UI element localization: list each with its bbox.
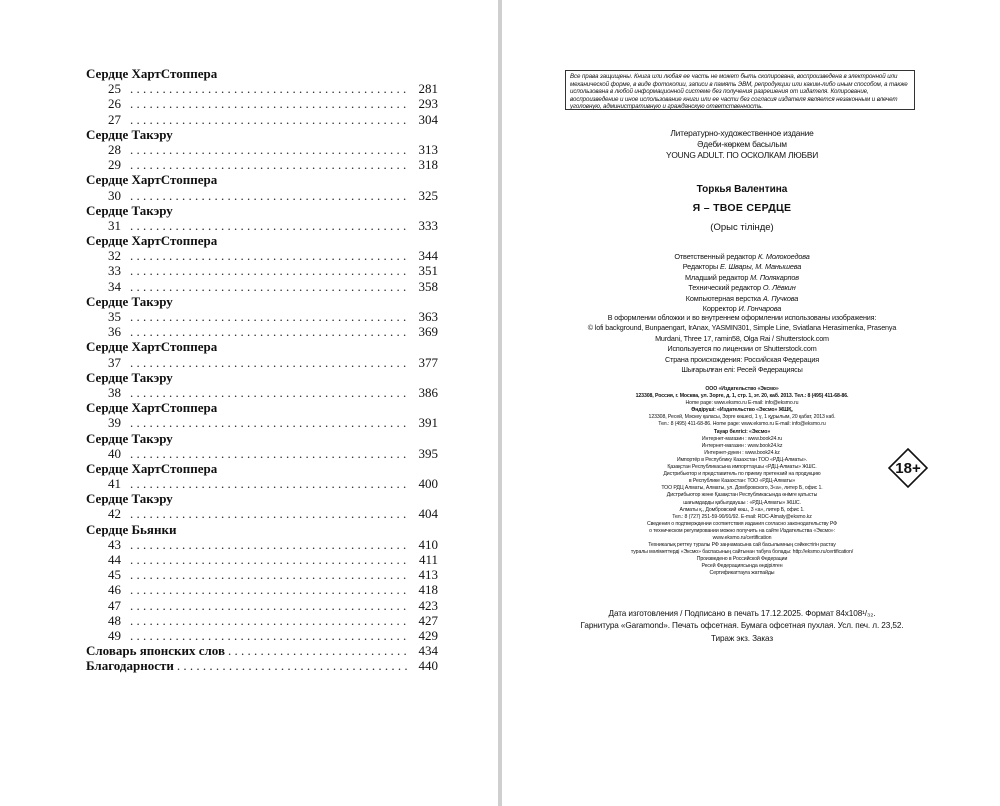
toc-leader-dots	[130, 188, 410, 203]
toc-page-number: 418	[418, 582, 438, 598]
publisher-line: Тауар белгісі: «Эксмо»	[713, 428, 771, 435]
print-info-line: Гарнитура «Garamond». Печать офсетная. Бумага офсетная пухлая. Усл. печ. л. 23,52.	[580, 621, 904, 631]
publisher-line: Интернет-дүкен : www.book24.kz	[704, 449, 780, 456]
toc-section-title: Сердце ХартСтоппера	[86, 172, 218, 188]
toc-page-number: 404	[418, 506, 438, 522]
toc-leader-dots	[130, 506, 410, 521]
publisher-line: шағымдарды қабылдаушы : «РДЦ-Алматы» ЖШС.	[683, 499, 801, 506]
toc-entry	[86, 415, 438, 430]
publisher-line: Интернет-магазин : www.book24.ru	[701, 435, 783, 442]
right-page	[502, 0, 1000, 806]
toc-chapter-number: 40	[108, 445, 121, 461]
toc-page-number: 400	[418, 476, 438, 492]
toc-page-number: 423	[418, 597, 438, 613]
toc-entry	[86, 567, 438, 582]
toc-chapter-number: 34	[108, 278, 121, 294]
toc-entry	[86, 263, 438, 278]
toc-page-number: 281	[418, 81, 438, 97]
toc-page-number: 395	[418, 445, 438, 461]
toc-entry	[86, 309, 438, 324]
toc-entry	[86, 506, 438, 521]
toc-page-number: 304	[418, 111, 438, 127]
toc-entry-final	[86, 658, 438, 673]
image-credit-line: © lofi background, Bunpaengart, IrAnax, YASMIN301, Simple Line, Sviatlana Herasimenka, Prasenya	[587, 323, 897, 333]
toc-page-number: 318	[418, 157, 438, 173]
toc-page-number: 363	[418, 309, 438, 324]
toc-leader-dots	[130, 598, 410, 613]
toc-leader-dots	[130, 613, 410, 628]
credit-role: Корректор	[702, 304, 737, 314]
toc-chapter-number: 25	[108, 81, 121, 97]
toc-chapter-number: 35	[108, 309, 121, 324]
book-author: Торкья Валентина	[696, 184, 788, 195]
publisher-line: Импортёр в Республику Казахстан ТОО «РДЦ-Алматы».	[676, 456, 808, 463]
toc-chapter-number: 31	[108, 217, 121, 233]
toc-leader-dots	[130, 81, 410, 96]
publisher-line: Ресей Федерациясында өндірілген	[701, 563, 783, 570]
toc-leader-dots	[130, 567, 410, 582]
toc-entry	[86, 218, 438, 233]
toc-page-number: 333	[418, 217, 438, 233]
toc-section-title: Сердце Такэру	[86, 491, 173, 507]
book-language: (Орыс тілінде)	[710, 222, 774, 233]
publisher-line: Home page: www.eksmo.ru E-mail: info@eksmo.ru	[685, 400, 799, 407]
credit-line	[542, 294, 942, 304]
toc-entry	[86, 248, 438, 263]
publisher-line: Қазақстан Республикасына импорттаушы «РДЦ-Алматы» ЖШС.	[667, 464, 817, 471]
toc-chapter-number: 43	[108, 536, 121, 552]
image-credit-line: Шығарылған елі: Ресей Федерациясы	[681, 365, 803, 375]
book-title: Я – ТВОЕ СЕРДЦЕ	[692, 202, 792, 214]
toc-entry	[86, 446, 438, 461]
toc-section-title: Сердце ХартСтоппера	[86, 66, 218, 81]
credit-role: Редакторы	[682, 262, 719, 272]
print-info-line: Дата изготовления / Подписано в печать 17.12.2025. Формат 84x108¹/₃₂.	[608, 609, 876, 618]
toc-entry	[86, 81, 438, 96]
publisher-line: Техникалық реттеу туралы РФ заңнамасына сай басылымның сәйкестігін растау	[648, 542, 836, 549]
toc-section-title: Сердце ХартСтоппера	[86, 400, 218, 416]
rights-notice: Все права защищены. Книга или любая ее часть не может быть скопирована, воспроизведена в электронной или механической форме, в виде фотокопии, записи в память ЭВМ, репродукции или каким-либо иным способом, а также использована в любой информационной системе без получения разрешения от издателя. Копирование, воспроизведение и иное использование книги или ее части без согласия издателя является незаконным и влечет уголовную, административную и гражданскую ответственность.	[565, 70, 915, 110]
toc-entry	[86, 157, 438, 172]
toc-page-number: 413	[418, 567, 438, 583]
toc-chapter-number: 41	[108, 476, 121, 492]
toc-leader-dots	[130, 279, 410, 294]
credit-name: И. Гончарова	[738, 304, 782, 314]
toc-leader-dots	[228, 643, 410, 658]
toc-leader-dots	[130, 263, 410, 278]
toc-entry-final	[86, 643, 438, 658]
toc-chapter-number: 36	[108, 324, 121, 340]
toc-entry	[86, 582, 438, 597]
credit-name: Е. Швары, М. Манышева	[719, 262, 802, 272]
toc-page-number: 344	[418, 248, 438, 264]
toc-chapter-number: 27	[108, 111, 121, 127]
toc-chapter-number: 33	[108, 263, 121, 279]
toc-chapter-number: 47	[108, 597, 121, 613]
toc-page-number: 410	[418, 536, 438, 552]
toc-page-number: 369	[418, 324, 438, 340]
credit-line	[542, 273, 942, 283]
publisher-line: Произведено в Российской Федерации	[696, 556, 788, 563]
toc-final-title: Благодарности	[86, 658, 174, 674]
toc-page-number: 411	[418, 552, 438, 567]
toc-section-title: Сердце Бьянки	[86, 521, 177, 537]
credit-role: Ответственный редактор	[674, 252, 757, 261]
toc-entry	[86, 324, 438, 339]
toc-leader-dots	[130, 142, 410, 157]
publisher-line: 123308, Ресей, Мәскеу қаласы, Зорге көшесі, 1 ү, 1 құрылым, 20 қабат, 2013 каб.	[648, 414, 836, 421]
image-credits	[542, 313, 942, 375]
toc-leader-dots	[130, 324, 410, 339]
age-rating-diamond-icon	[888, 448, 928, 488]
toc-leader-dots	[130, 385, 410, 400]
publisher-line: Өндіруші: «Издательство «Эксмо» ЖШҚ,	[691, 407, 793, 414]
print-info-line: Тираж экз. Заказ	[710, 633, 774, 643]
toc-page-number: 434	[418, 643, 438, 659]
toc-page-number: 358	[418, 278, 438, 294]
toc-chapter-number: 44	[108, 552, 121, 567]
genre-line: YOUNG ADULT. ПО ОСКОЛКАМ ЛЮБВИ	[665, 150, 819, 160]
toc-entry	[86, 142, 438, 157]
publisher-info	[542, 386, 942, 578]
credit-line	[542, 262, 942, 272]
credit-role: Технический редактор	[688, 283, 761, 293]
toc-entry	[86, 279, 438, 294]
toc-page-number: 386	[418, 384, 438, 400]
publisher-line: о техническом регулировании можно получить на сайте Издательства «Эксмо»:	[649, 527, 835, 534]
toc-entry	[86, 96, 438, 111]
publisher-line: в Республике Казахстан: ТОО «РДЦ-Алматы»	[688, 478, 796, 485]
credit-name: М. Полякарпов	[750, 272, 799, 282]
print-info	[542, 608, 942, 645]
toc-page-number: 391	[418, 415, 438, 431]
toc-chapter-number: 30	[108, 187, 121, 203]
toc-leader-dots	[130, 582, 410, 597]
toc-leader-dots	[130, 537, 410, 552]
toc-entry	[86, 385, 438, 400]
toc-entry	[86, 613, 438, 628]
credit-role: Компьютерная верстка	[685, 293, 761, 303]
credit-name: А. Пучкова	[762, 293, 799, 303]
toc-chapter-number: 48	[108, 612, 121, 628]
toc-chapter-number: 32	[108, 248, 121, 264]
toc-entry	[86, 476, 438, 491]
toc-leader-dots	[130, 248, 410, 263]
publisher-line: Тел.: 8 (727) 251-59-90/91/92. E-mail: RDC-Almaty@eksmo.kz	[672, 513, 812, 520]
toc-section-title: Сердце Такэру	[86, 202, 173, 218]
table-of-contents	[86, 66, 438, 674]
toc-chapter-number: 38	[108, 384, 121, 400]
credit-name: О. Лёвкин	[762, 283, 796, 293]
publisher-line: туралы мәліметтерді «Эксмо» баспасының сайтынан табуға болады: http://eksmo.ru/certification/	[630, 549, 854, 556]
image-credit-line: В оформлении обложки и во внутреннем оформлении использованы изображения:	[607, 313, 877, 322]
toc-chapter-number: 46	[108, 582, 121, 598]
publisher-line: www.eksmo.ru/certification	[712, 534, 772, 541]
publisher-line: ООО «Издательство «Эксмо»	[705, 386, 779, 392]
toc-leader-dots	[130, 628, 410, 643]
publisher-line: Дистрибьютор және Қазақстан Республикасында өнімге қатысты	[666, 492, 818, 499]
toc-section-title: Сердце Такэру	[86, 293, 173, 309]
editorial-credits	[542, 252, 942, 314]
age-rating-label: 18+	[895, 460, 921, 477]
publisher-line: Дистрибьютор и представитель по приему претензий на продукцию	[663, 471, 821, 478]
toc-section-title: Сердце ХартСтоппера	[86, 460, 218, 476]
toc-chapter-number: 37	[108, 354, 121, 370]
toc-page-number: 293	[418, 96, 438, 112]
toc-leader-dots	[130, 157, 410, 172]
toc-entry	[86, 552, 438, 567]
toc-leader-dots	[130, 218, 410, 233]
toc-chapter-number: 45	[108, 567, 121, 583]
publisher-line: Интернет-магазин : www.book24.kz	[701, 442, 783, 449]
toc-leader-dots	[130, 309, 410, 324]
credit-role: Младший редактор	[685, 272, 749, 282]
toc-section-title: Сердце Такэру	[86, 430, 173, 446]
toc-page-number: 351	[418, 263, 438, 279]
toc-leader-dots	[130, 355, 410, 370]
publisher-line: ТОО РДЦ Алматы, Алматы, ул. Домбровского, 3«а», литер Б, офис 1.	[661, 485, 823, 492]
toc-chapter-number: 29	[108, 157, 121, 173]
toc-entry	[86, 628, 438, 643]
toc-leader-dots	[130, 96, 410, 111]
image-credit-line: Murdani, Three 17, ramin58, Olga Rai / Shutterstock.com	[655, 333, 829, 343]
toc-chapter-number: 49	[108, 627, 121, 643]
toc-leader-dots	[130, 415, 410, 430]
toc-entry	[86, 598, 438, 613]
genre-line: Әдеби-көркем басылым	[697, 139, 787, 149]
toc-chapter-number: 28	[108, 141, 121, 157]
toc-final-title: Словарь японских слов	[86, 643, 226, 659]
toc-section-title: Сердце Такэру	[86, 126, 173, 142]
image-credit-line: Страна происхождения: Российская Федерация	[665, 354, 819, 364]
publisher-line: Сертификаттауға жатпайды	[709, 570, 775, 577]
genre-line: Литературно-художественное издание	[670, 128, 814, 138]
left-page	[0, 0, 498, 806]
toc-page-number: 377	[418, 354, 438, 370]
toc-chapter-number: 39	[108, 415, 121, 431]
toc-entry	[86, 537, 438, 552]
toc-entry	[86, 188, 438, 203]
toc-page-number: 427	[418, 612, 438, 628]
toc-page-number: 313	[418, 141, 438, 157]
toc-page-number: 440	[418, 658, 438, 674]
toc-section-title: Сердце ХартСтоппера	[86, 339, 218, 355]
credit-line	[542, 252, 942, 262]
publisher-line: Алматы қ., Домбровский көш., 3 «а», литер Б, офис 1.	[679, 506, 805, 513]
toc-section-title: Сердце Такэру	[86, 369, 173, 385]
toc-entry	[86, 355, 438, 370]
toc-leader-dots	[130, 552, 410, 567]
genre-block	[542, 128, 942, 161]
toc-leader-dots	[177, 658, 410, 673]
credit-line	[542, 283, 942, 293]
image-credit-line: Используется по лицензии от Shutterstock.com	[667, 344, 817, 354]
toc-chapter-number: 26	[108, 96, 121, 112]
credit-name: К. Молокоедова	[757, 252, 810, 261]
toc-page-number: 429	[418, 627, 438, 643]
publisher-line: Тел.: 8 (495) 411-68-86. Home page: www.eksmo.ru E-mail: info@eksmo.ru	[658, 421, 826, 428]
age-rating-badge	[888, 448, 928, 488]
toc-leader-dots	[130, 446, 410, 461]
publisher-line: Сведения о подтверждении соответствия издания согласно законодательству РФ	[646, 520, 838, 527]
toc-page-number: 325	[418, 187, 438, 203]
toc-section-title: Сердце ХартСтоппера	[86, 233, 218, 249]
toc-entry	[86, 112, 438, 127]
toc-leader-dots	[130, 112, 410, 127]
publisher-line: 123308, Россия, г. Москва, ул. Зорге, д. 1, стр. 1, эт. 20, каб. 2013. Тел.: 8 (495) 411-68-86.	[635, 393, 849, 400]
toc-chapter-number: 42	[108, 506, 121, 522]
toc-leader-dots	[130, 476, 410, 491]
